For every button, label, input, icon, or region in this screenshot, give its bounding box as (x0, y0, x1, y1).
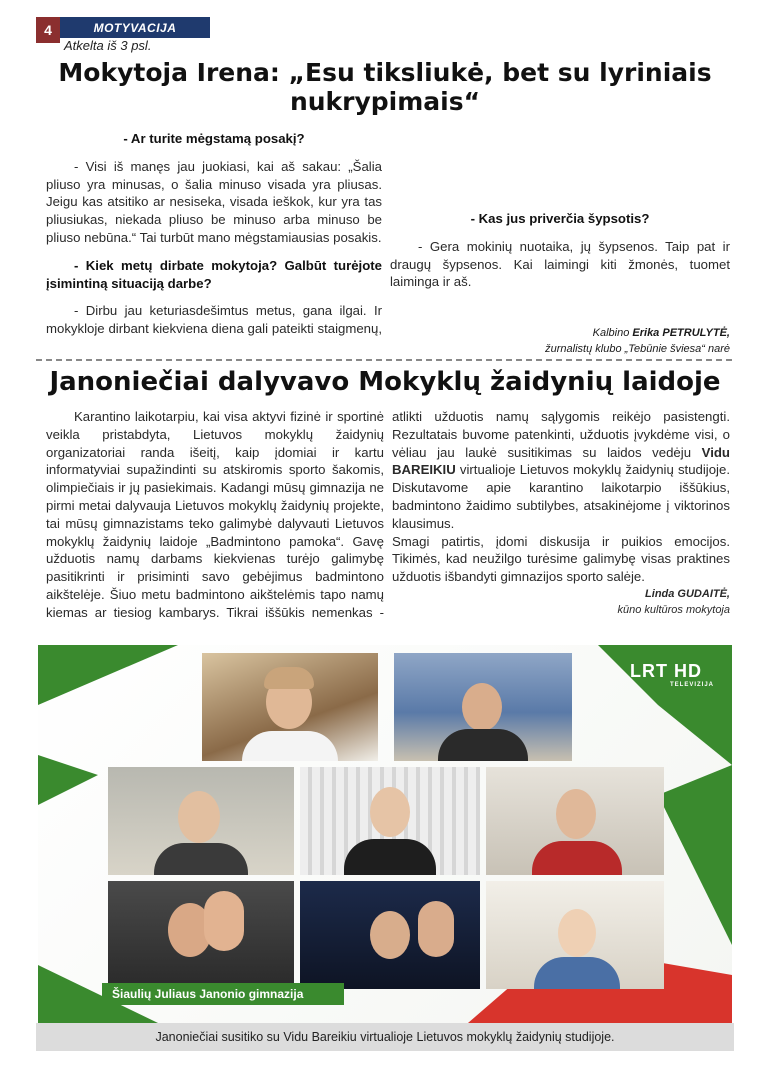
continued-note: Atkelta iš 3 psl. (64, 38, 152, 53)
video-tile-host (202, 653, 378, 761)
signature-prefix: Kalbino (592, 327, 633, 339)
person-face (370, 911, 410, 959)
person-face (556, 789, 596, 839)
lrt-logo-hd: HD (674, 661, 702, 681)
video-tile-student-4 (108, 881, 294, 989)
person-body (344, 839, 436, 875)
beanie (264, 667, 314, 689)
person-face (558, 909, 596, 957)
article2-signature (392, 586, 730, 618)
person-body (242, 731, 338, 761)
author-name: Linda GUDAITĖ, (645, 587, 730, 600)
answer-1: - Visi iš manęs jau juokiasi, kai aš sakau: „Šalia pliuso yra minusas, o šalia minuso visada yra pliusas. Jeigu kas atsitiko ar nesiseka, visada ieškok, kur yra tas pliusiukas, niekada pliuso be minuso arba minuso be pliuso nebūna.“ Tai turbūt mano mėgstamiausias posakis. (46, 158, 382, 245)
video-tile-student-3 (486, 767, 664, 875)
section-divider (36, 359, 732, 361)
answer-2-overflow (390, 130, 730, 131)
video-call-photo (38, 645, 732, 1023)
article1-title: Mokytoja Irena: „Esu tiksliukė, bet su lyriniais nukrypimais“ (58, 58, 712, 116)
raised-hand (204, 891, 244, 951)
person-body (154, 843, 248, 875)
article2-title: Janoniečiai dalyvavo Mokyklų žaidynių laidoje (49, 367, 721, 397)
lrt-logo-sub: TELEVIZIJA (669, 682, 714, 688)
answer-2: - Dirbu jau keturiasdešimtus metus, gana ilgai. Ir mokykloje dirbant kiekviena diena gali pateikti staigmenų, (46, 303, 382, 337)
photo-caption: Janoniečiai susitiko su Vidu Bareikiu virtualioje Lietuvos mokyklų žaidynių studijoje. (36, 1023, 734, 1051)
school-name-bar: Šiaulių Juliaus Janonio gimnazija (102, 983, 344, 1005)
host-name: Vidu BAREIKIU (392, 444, 730, 478)
question-3: - Kas jus priverčia šypsotis? (470, 211, 650, 226)
person-body (534, 957, 620, 989)
signature-name: Erika PETRULYTĖ, (632, 327, 730, 339)
lrt-logo (630, 661, 714, 688)
person-face (370, 787, 410, 837)
question-1: - Ar turite mėgstamą posakį? (123, 131, 305, 146)
answer-2-continued (390, 130, 730, 200)
lrt-logo-text: LRT (629, 661, 668, 681)
video-tile-student-5 (300, 881, 480, 989)
article2-p1-end: virtualioje Lietuvos mokyklų žaidynių studijoje. Diskutavome apie karantino laikotarpio iššūkius, badmintono žaidimo subtilybes, atsakinėjome į viktorinos klausimus. (392, 462, 730, 531)
person-body (438, 729, 528, 761)
author-role: kūno kultūros mokytoja (617, 603, 730, 616)
page-number: 4 (36, 17, 60, 43)
article1-signature (390, 325, 730, 357)
article2-paragraph-2: Smagi patirtis, įdomi diskusija ir puikios emocijos. Tikimės, kad neužilgo turėsime galimybę visas praktines užduotis išbandyti gimnazijos sporto salėje. (392, 533, 730, 585)
question-2: - Kiek metų dirbate mokytoja? Galbūt turėjote įsimintiną situaciją darbe? (46, 257, 382, 291)
video-tile-student-1 (108, 767, 294, 875)
video-tile-teacher (394, 653, 572, 761)
video-tile-student-6 (486, 881, 664, 989)
article2-p1-text: Karantino laikotarpiu, kai visa aktyvi fizinė ir sportinė veikla pristabdyta, Lietuvos mokyklų žaidynių organizatoriai randa išeitį, kaip įdomiai ir kartu informatyviai supažindinti su atskiromis sporto šakomis, olimpiečiais ir jų pasiekimais. Kadangi mūsų gimnazija ne pirmi metai dalyvauja Lietuvos mokyklų žaidynių projekte, tai mūsų gimnazistams teko galimybė dalyvauti Lietuvos mokyklų žaidynių laidoje „Badmintono pamoka“. Gavę užduotis namų darbams kiekvienas turėjo galimybę pasitikrinti ir prisiminti savo gebėjimus badmintono aikštelėje. Šiuo metu badmintono aikštelėmis tapo namų kiemas ar tiesiog kambarys. Tikrai iššūkis nemenkas - atlikti užduotis namų sąlygomis reikėjo pasistengti. Rezultatais buvome patenkinti, užduotis įvykdėme visi, o vėliau jau laukė susitikimas su laidos vedėju (46, 409, 730, 620)
article1-col-left (46, 130, 382, 336)
raised-hand (418, 901, 454, 957)
signature-role: žurnalistų klubo „Tebūnie šviesa“ narė (545, 343, 730, 355)
video-tile-student-2 (300, 767, 480, 875)
person-body (532, 841, 622, 875)
section-label: MOTYVACIJA (60, 17, 210, 38)
person-face (178, 791, 220, 843)
answer-3: - Gera mokinių nuotaika, jų šypsenos. Taip pat ir draugų šypsenos. Kai laimingi kiti žmonės, tuomet laiminga ir aš. (390, 238, 730, 290)
person-face (462, 683, 502, 731)
article1-col-right (390, 130, 730, 291)
article2-body (46, 408, 730, 638)
